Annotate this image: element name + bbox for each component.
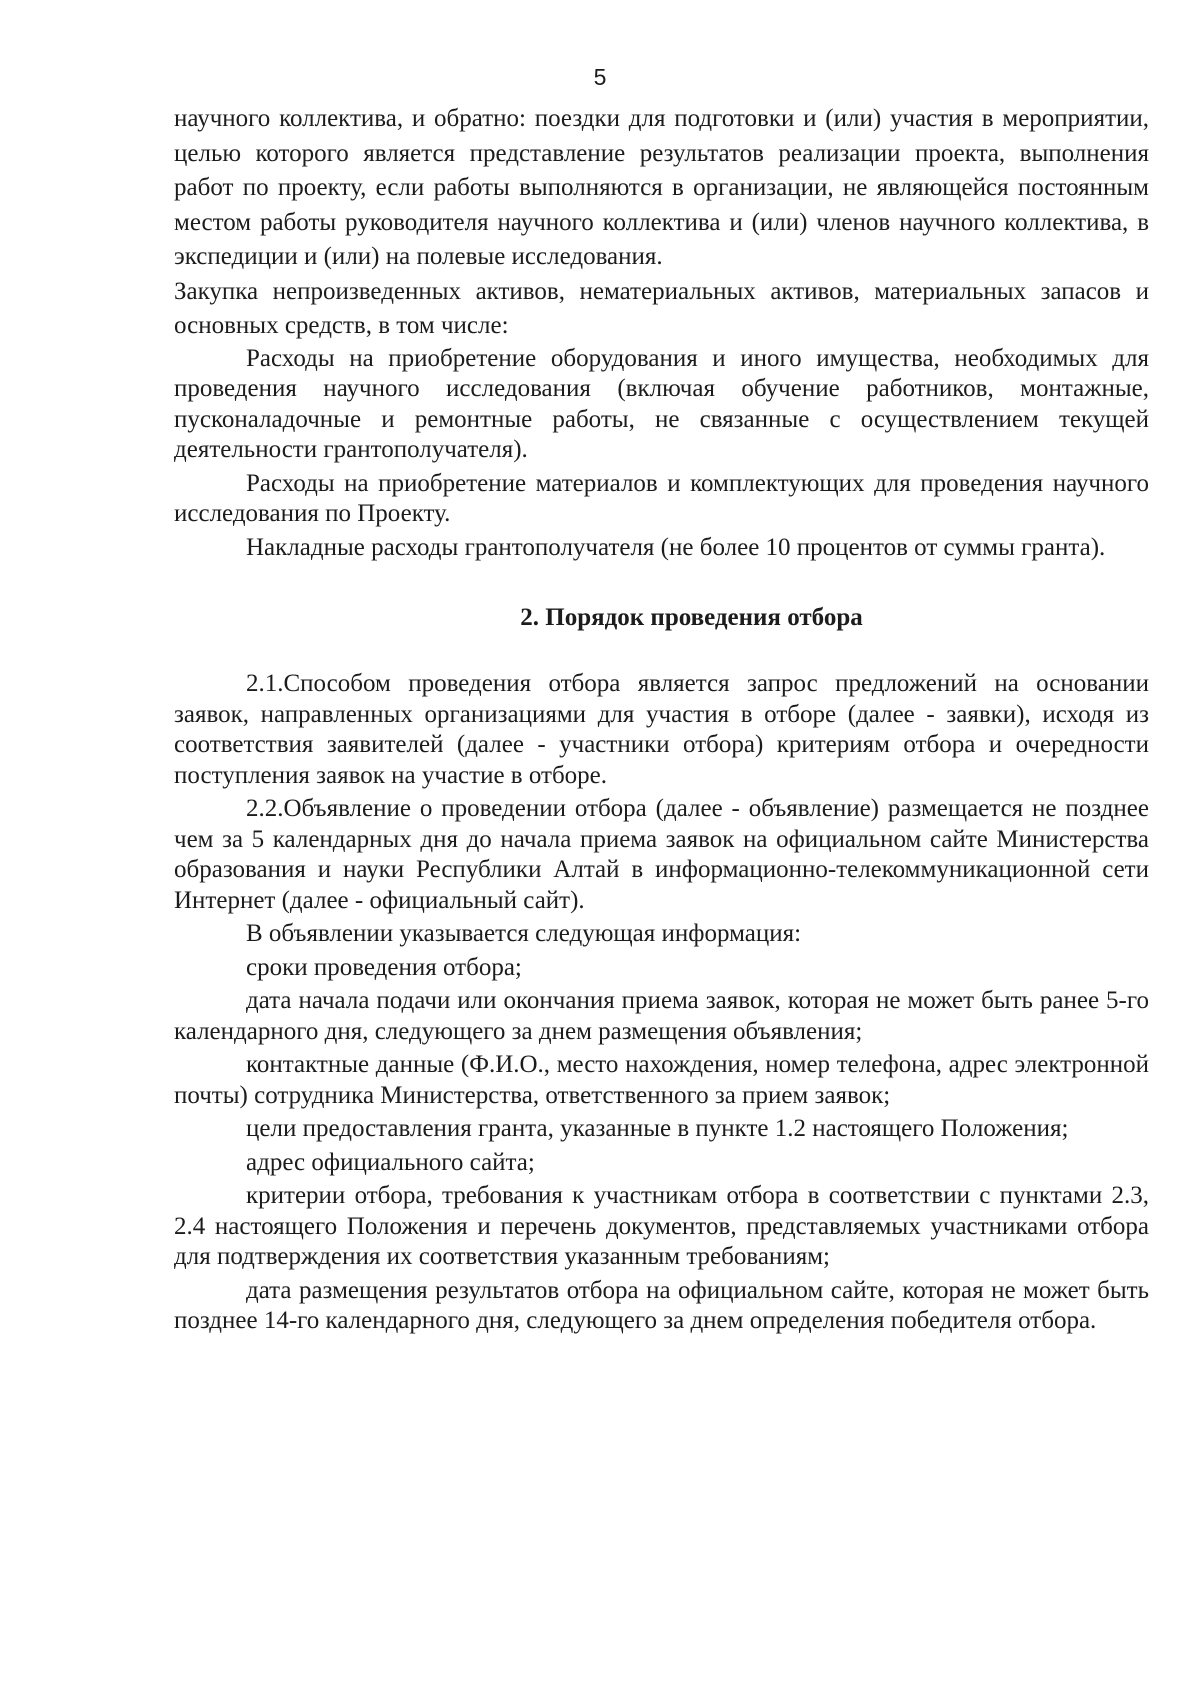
list-item-application-dates: дата начала подачи или окончания приема заявок, которая не может быть ранее 5-го календарного дня, следующего за днем размещения объявления; xyxy=(174,987,1149,1045)
paragraph-2-1: 2.1.Способом проведения отбора является запрос предложений на основании заявок, направленных организациями для участия в отборе (далее - заявки), исходя из соответствия заявителей (далее - участники отбора) критериям отбора и очередности поступления заявок на участие в отборе. xyxy=(174,670,1149,789)
paragraph-asset-purchase: Закупка непроизведенных активов, нематериальных активов, материальных запасов и основных средств, в том числе: xyxy=(174,277,1149,339)
page-number: 5 xyxy=(593,64,607,90)
paragraph-equipment-expenses: Расходы на приобретение оборудования и иного имущества, необходимых для проведения научного исследования (включая обучение работников, монтажные, пусконаладочные и ремонтные работы, не связанные с осуществлением текущей деятельности грантополучателя). xyxy=(174,344,1149,463)
list-item-website-address: адрес официального сайта; xyxy=(246,1148,535,1176)
list-item-selection-criteria: критерии отбора, требования к участникам отбора в соответствии с пунктами 2.3, 2.4 настоящего Положения и перечень документов, представляемых участниками отбора для подтверждения их соответствия указанным требованиям; xyxy=(174,1182,1149,1270)
paragraph-overhead-expenses: Накладные расходы грантополучателя (не более 10 процентов от суммы гранта). xyxy=(246,533,1106,561)
paragraph-travel-expenses: научного коллектива, и обратно: поездки для подготовки и (или) участия в мероприятии, целью которого является представление результатов реализации проекта, выполнения работ по проекту, если работы выполняются в организации, не являющейся постоянным местом работы руководителя научного коллектива и (или) членов научного коллектива, в экспедиции и (или) на полевые исследования. xyxy=(174,105,1149,270)
paragraph-2-2: 2.2.Объявление о проведении отбора (далее - объявление) размещается не позднее чем за 5 календарных дня до начала приема заявок на официальном сайте Министерства образования и науки Республики Алтай в информационно-телекоммуникационной сети Интернет (далее - официальный сайт). xyxy=(174,795,1149,914)
list-item-selection-dates: сроки проведения отбора; xyxy=(246,953,522,981)
list-item-grant-goals: цели предоставления гранта, указанные в пункте 1.2 настоящего Положения; xyxy=(246,1115,1069,1142)
paragraph-announcement-info: В объявлении указывается следующая информация: xyxy=(246,920,802,947)
list-item-contact-details: контактные данные (Ф.И.О., место нахождения, номер телефона, адрес электронной почты) сотрудника Министерства, ответственного за прием заявок; xyxy=(174,1051,1149,1109)
list-item-results-date: дата размещения результатов отбора на официальном сайте, которая не может быть позднее 14-го календарного дня, следующего за днем определения победителя отбора. xyxy=(174,1276,1149,1334)
section-heading: 2. Порядок проведения отбора xyxy=(520,604,863,631)
document-body xyxy=(174,102,1149,1340)
paragraph-materials-expenses: Расходы на приобретение материалов и комплектующих для проведения научного исследования по Проекту. xyxy=(174,469,1149,527)
